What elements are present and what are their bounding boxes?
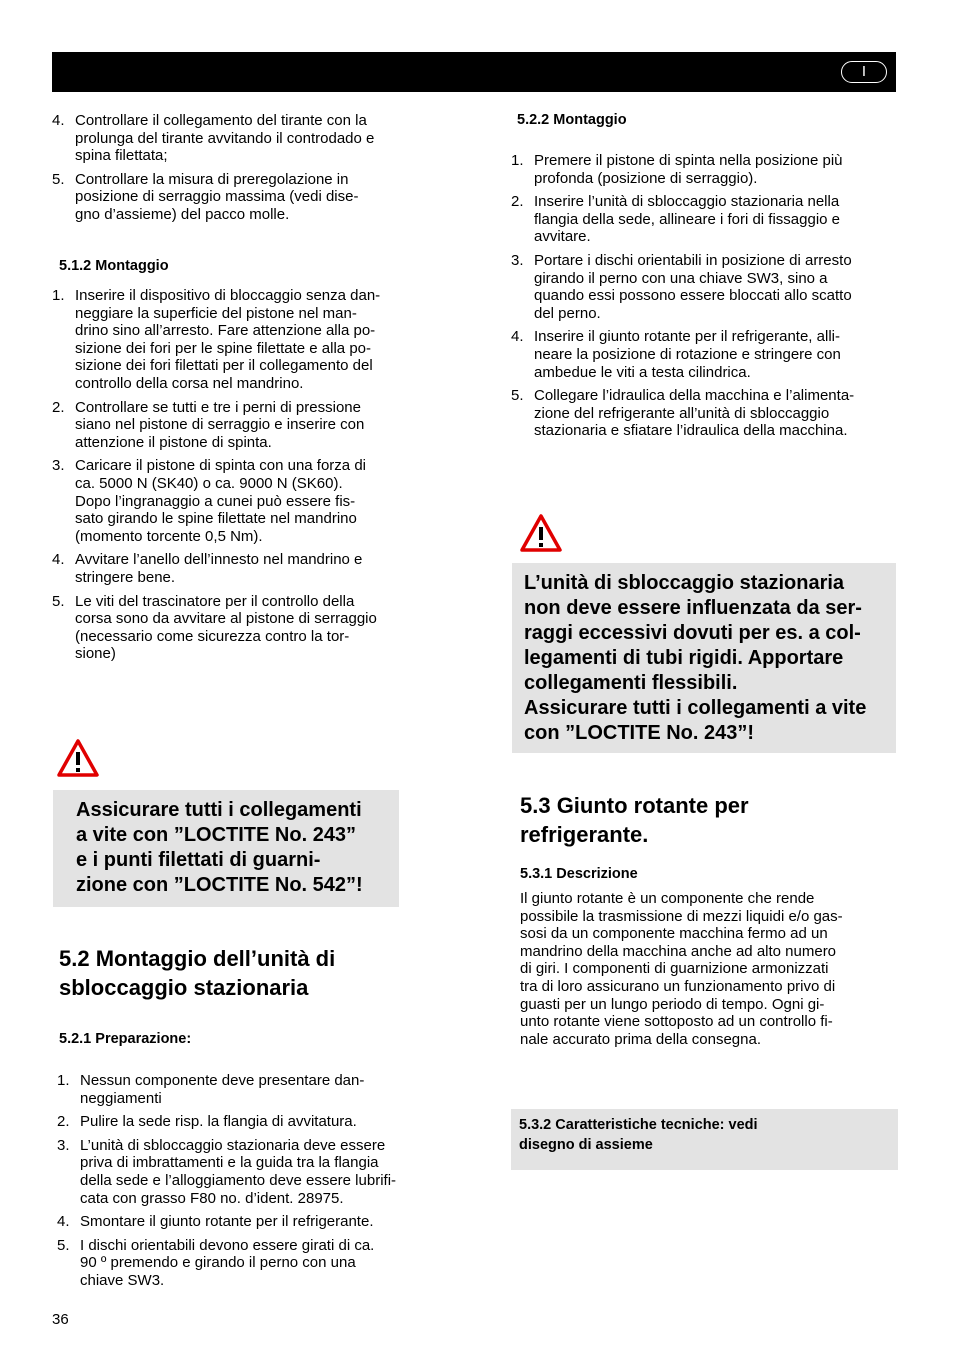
list-item: 1. Nessun componente deve presentare dan- neggiamenti (57, 1072, 365, 1107)
subheading-522: 5.2.2 Montaggio (517, 112, 627, 128)
list-item: 4. Smontare il giunto rotante per il refrigerante. (57, 1213, 374, 1231)
subheading-531: 5.3.1 Descrizione (520, 866, 638, 882)
list-item: 2. Inserire l’unità di sbloccaggio stazionaria nella flangia della sede, allineare i fori di fissaggio e avvitare. (511, 193, 841, 246)
subheading-512: 5.1.2 Montaggio (59, 258, 169, 274)
warning-icon (519, 513, 563, 553)
section-53-title: 5.3 Giunto rotante per refrigerante. (520, 793, 749, 847)
list-item: 4. Inserire il giunto rotante per il refrigerante, alli- neare la posizione di rotazione e stringere con ambedue le viti a testa cilindrica. (511, 328, 841, 381)
montaggio-512-list (52, 287, 422, 669)
list-item: 4. Avvitare l’anello dell’innesto nel mandrino e stringere bene. (52, 551, 363, 586)
preparazione-list (57, 1072, 427, 1296)
list-item: 5. I dischi orientabili devono essere girati di ca. 90 º premendo e girando il perno con una chiave SW3. (57, 1236, 375, 1289)
section-52-title: 5.2 Montaggio dell’unità di sbloccaggio stazionaria (59, 946, 336, 1000)
list-item: 5. Collegare l’idraulica della macchina e l’alimenta- zione del refrigerante all’unità di sbloccaggio stazionaria e sfiatare l’idraulica della macchina. (511, 387, 855, 440)
warning-icon (56, 738, 100, 778)
list-item: 4. Controllare il collegamento del tirante con la prolunga del tirante avvitando il controdado e spina filettata; (52, 112, 375, 165)
list-item: 3. Portare i dischi orientabili in posizione di arresto girando il perno con una chiave SW3, sino a quando essi possono essere bloccati allo scatto del perno. (511, 251, 852, 322)
intro-list (52, 112, 422, 230)
list-item: 5. Controllare la misura di preregolazione in posizione di serraggio massima (vedi dise- gno d’assieme) del pacco molle. (52, 170, 359, 223)
tech-specs-box: 5.3.2 Caratteristiche tecniche: vedi disegno di assieme (511, 1109, 898, 1170)
list-item: 3. L’unità di sbloccaggio stazionaria deve essere priva di imbrattamenti e la guida tra la flangia della sede e l’alloggiamento deve essere lubrifi- cata con grasso F80 no. d’ident. 28975. (57, 1136, 397, 1207)
warning-box-left: Assicurare tutti i collegamenti a vite con ”LOCTITE No. 243” e i punti filettati di guarni- zione con ”LOCTITE No. 542”! (53, 790, 399, 907)
list-item: 2. Controllare se tutti e tre i perni di pressione siano nel pistone di serraggio e inserire con attenzione il pistone di spinta. (52, 398, 365, 451)
header-bar (52, 52, 896, 92)
list-item: 1. Inserire il dispositivo di bloccaggio senza dan- neggiare la superficie del pistone nel man- drino sino all’arresto. Fare attenzione alla po- sizione dei fori per le spine filettate e alla po- sizione dei fori filettati per il collegamento del controllo della corsa nel mandrino. (52, 287, 381, 392)
description-paragraph: Il giunto rotante è un componente che rende possibile la trasmissione di mezzi liquidi e/o gas- sosi da un componente macchina fermo ad un mandrino della macchina anche ad alto numero di giri. I componenti di guarnizione armonizzati tra di loro assicurano un funzionamento privo di guasti per un lungo periodo di tempo. Ogni gi- unto rotante viene sottoposto ad un controllo fi- nale accurato prima della consegna. (520, 890, 843, 1048)
page-number: 36 (52, 1311, 69, 1328)
warning-box-right: L’unità di sbloccaggio stazionaria non deve essere influenzata da ser- raggi eccessivi dovuti per es. a col- legamenti di tubi rigidi. Apportare collegamenti flessibili. Assicurare tutti i collegamenti a vite con ”LOCTITE No. 243”! (512, 563, 896, 753)
montaggio-522-list (511, 152, 896, 446)
list-item: 2. Pulire la sede risp. la flangia di avvitatura. (57, 1113, 357, 1131)
list-item: 1. Premere il pistone di spinta nella posizione più profonda (posizione di serraggio). (511, 152, 843, 187)
language-badge: I (841, 61, 887, 83)
list-item: 3. Caricare il pistone di spinta con una forza di ca. 5000 N (SK40) o ca. 9000 N (SK60). Dopo l’ingranaggio a cunei può essere fis- sato girando le spine filettate nel mandrino (momento torcente 0,5 Nm). (52, 457, 366, 545)
subheading-521: 5.2.1 Preparazione: (59, 1031, 192, 1047)
list-item: 5. Le viti del trascinatore per il controllo della corsa sono da avvitare al pistone di serraggio (necessario come sicurezza contro la tor- sione) (52, 592, 377, 663)
